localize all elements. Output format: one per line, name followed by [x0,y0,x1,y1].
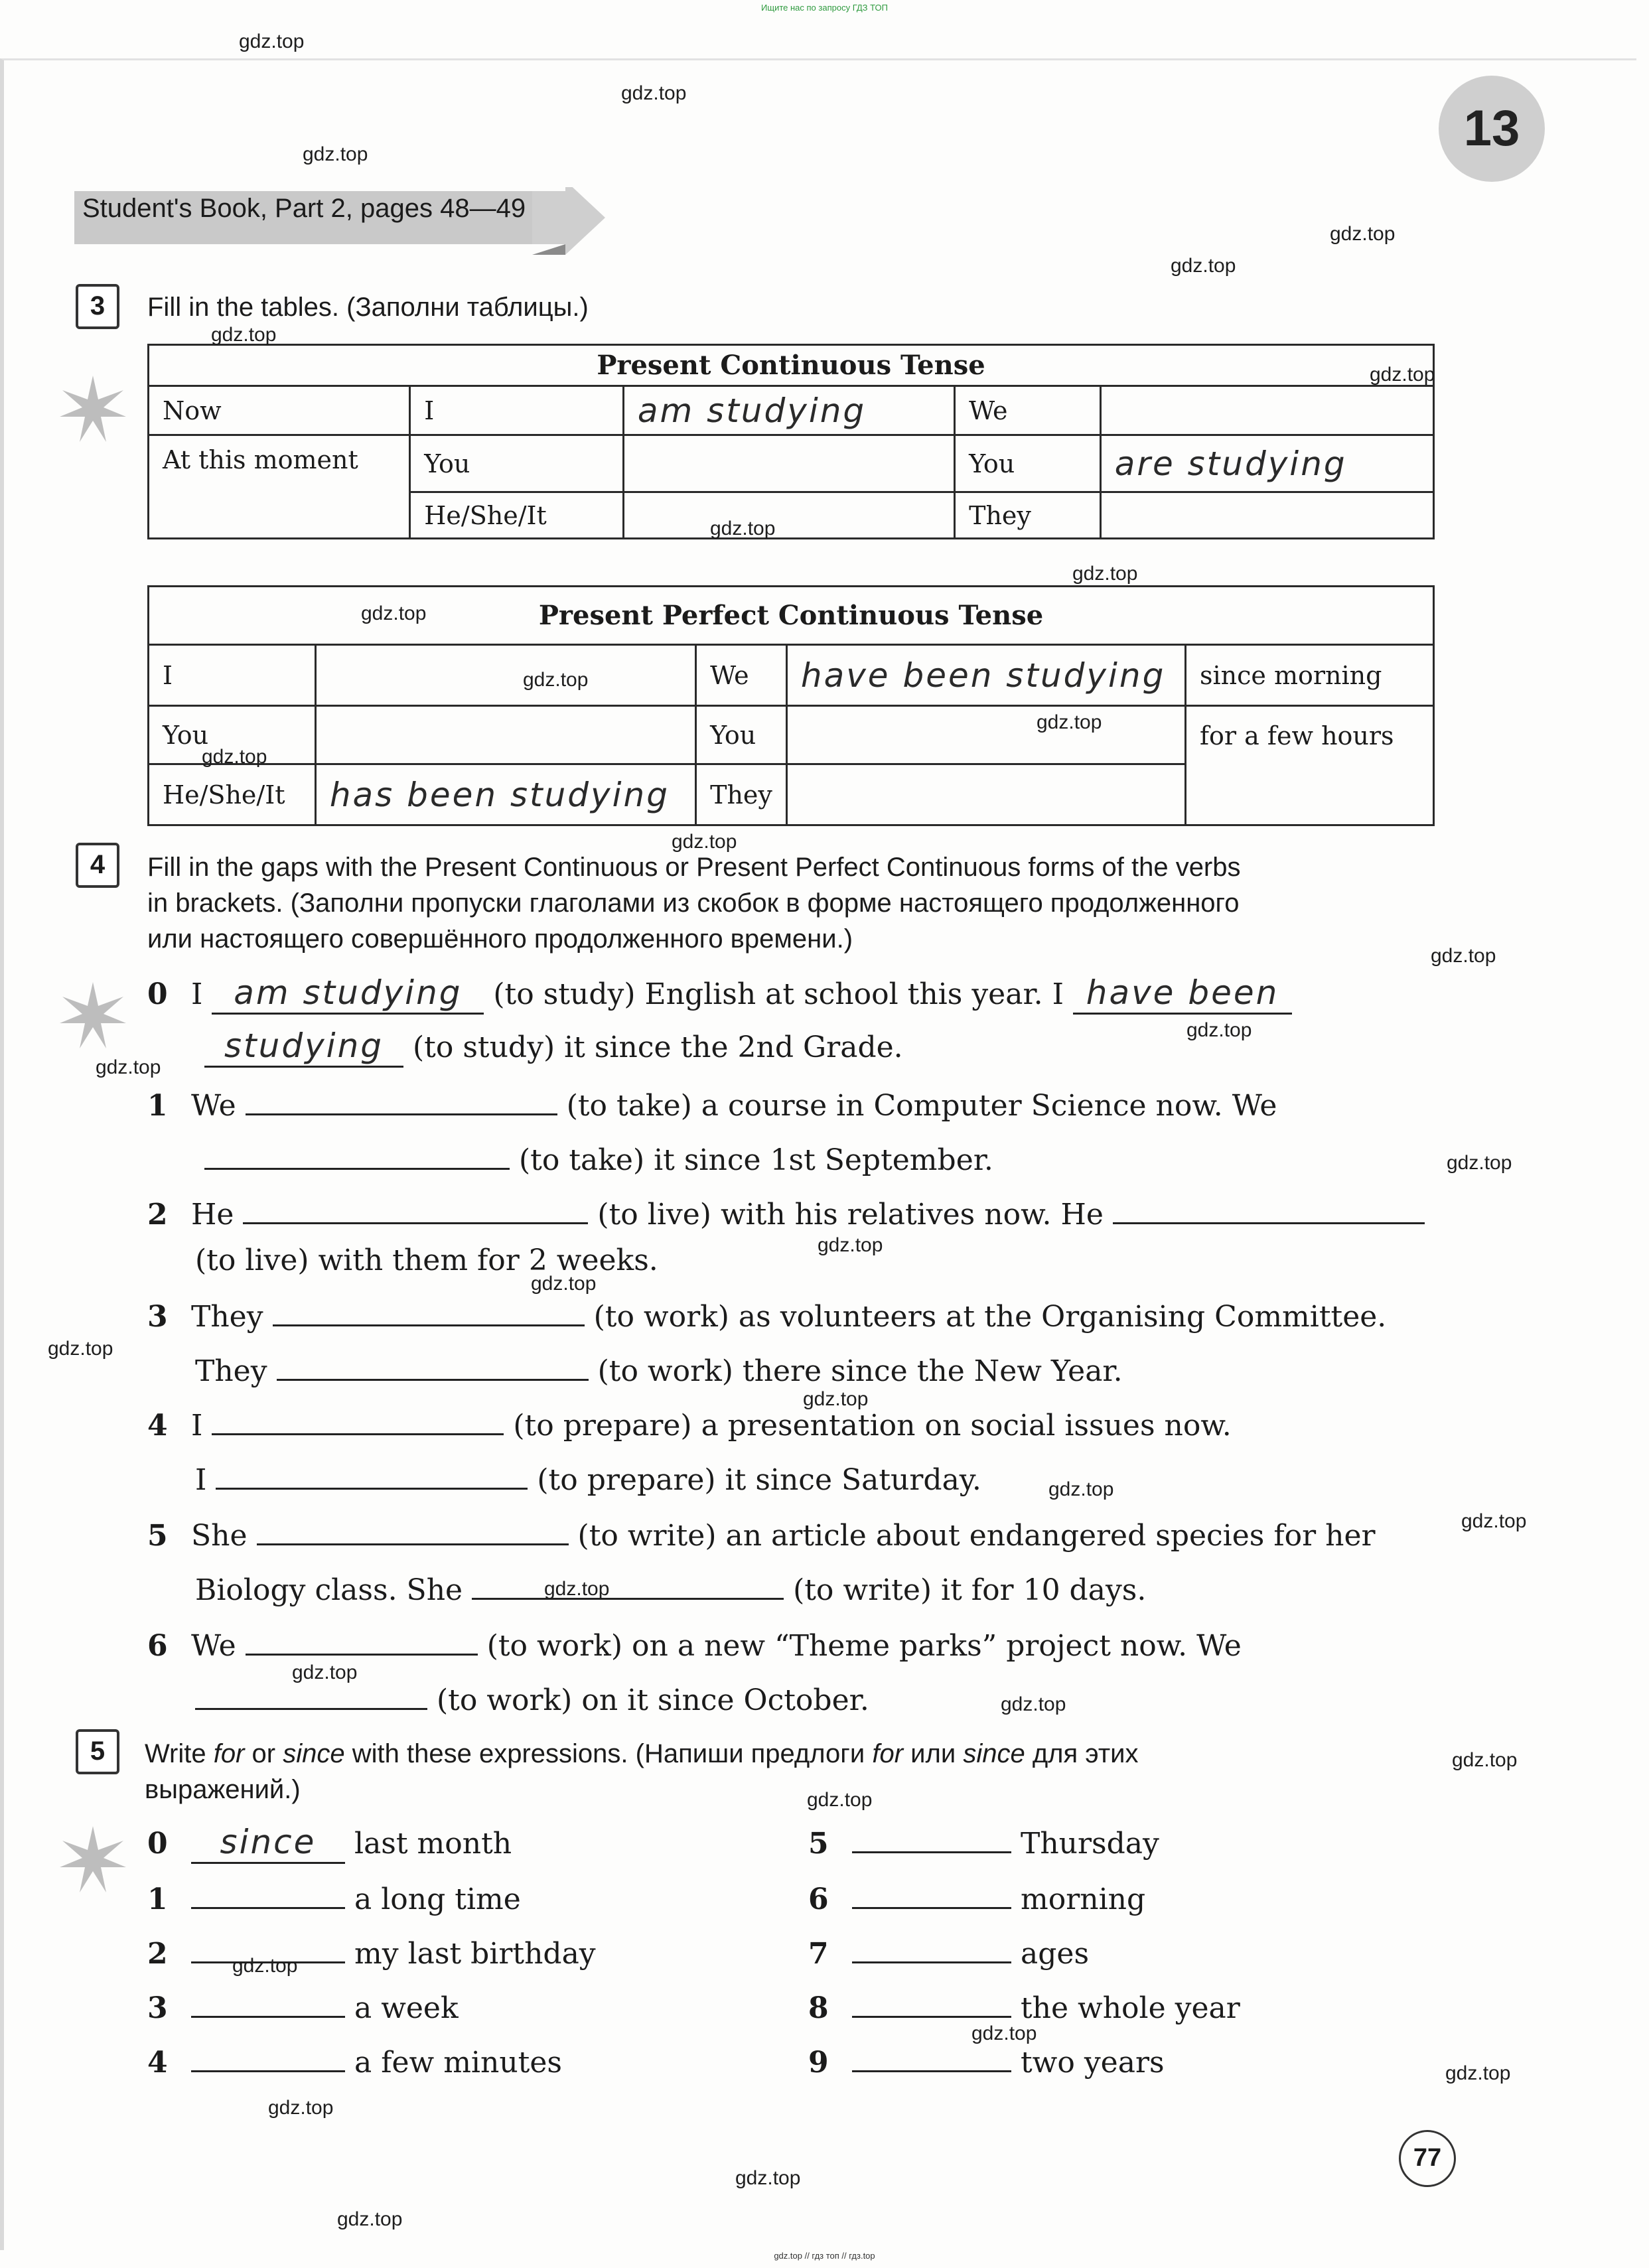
item-text: ages [1021,1937,1090,1971]
answer-blank[interactable] [852,2041,1011,2072]
watermark: gdz.top [1330,223,1396,245]
item-text: the whole year [1021,1991,1240,2025]
exercise-4-instruction-line2: in brackets. (Заполни пропуски глаголами из скобок в форме настоящего продолженного [147,888,1240,918]
watermark: gdz.top [531,1273,597,1295]
table-title: Present Perfect Continuous Tense [149,587,1434,645]
item-text: They [195,1354,267,1388]
item-text: morning [1021,1882,1146,1916]
item-number: 0 [147,977,168,1011]
watermark: gdz.top [303,143,368,165]
watermark: gdz.top [268,2097,334,2119]
answer-blank[interactable] [472,1569,784,1600]
answer-blank[interactable] [204,1139,510,1170]
exercise-5-item-3 [147,1987,459,2028]
bottom-notice: gdz.top // гдз топ // гдз.top [774,2251,875,2261]
exercise-4-item-0-cont [204,1026,903,1068]
watermark: gdz.top [1461,1510,1527,1532]
watermark: gdz.top [971,2022,1037,2044]
answer-cell: has been studying [315,764,695,825]
watermark: gdz.top [803,1388,869,1410]
item-number: 9 [808,2046,829,2080]
pronoun-we: We [696,645,787,706]
pronoun-you-plural: You [955,435,1101,492]
item-number: 6 [147,1629,168,1663]
star-icon [60,1826,126,1892]
item-number: 3 [147,1991,168,2025]
exercise-5-item-0 [147,1822,512,1864]
star-icon [60,982,126,1048]
exercise-5-item-7 [808,1932,1089,1974]
pronoun-i: I [149,645,316,706]
item-text: Thursday [1021,1827,1159,1861]
star-icon [60,376,126,442]
watermark: gdz.top [1445,2062,1511,2084]
instruction-word-since: since [963,1739,1025,1768]
instruction-text: Write [145,1739,206,1768]
time-at-this-moment: At this moment [149,435,410,539]
exercise-4-item-6 [147,1624,1242,1666]
watermark: gdz.top [1186,1019,1252,1041]
answer-blank: have been [1073,973,1292,1015]
item-text: (to work) there since the New Year. [597,1354,1123,1388]
item-text: a long time [354,1882,521,1916]
watermark: gdz.top [672,831,737,853]
item-text: (to study) English at school this year. I [493,977,1064,1011]
watermark: gdz.top [710,518,776,539]
answer-cell [786,764,1185,825]
item-number: 1 [147,1882,168,1916]
watermark: gdz.top [818,1234,883,1256]
watermark: gdz.top [96,1056,161,1078]
exercise-4-number: 4 [76,843,119,888]
item-text: I [191,1409,203,1443]
answer-blank[interactable] [216,1458,528,1490]
instruction-word-for: for [872,1739,904,1768]
answer-cell: have been studying [786,645,1185,706]
answer-blank[interactable] [212,1404,504,1435]
time-since-morning: since morning [1185,645,1433,706]
pronoun-you-plural: You [696,706,787,764]
exercise-4-instruction-line1: Fill in the gaps with the Present Continuous or Present Perfect Continuous forms of the verbs [147,853,1241,882]
answer-blank[interactable] [277,1350,589,1381]
answer-blank[interactable] [246,1084,557,1115]
exercise-4-item-4 [147,1404,1232,1446]
item-text: (to prepare) a presentation on social issues now. [513,1409,1232,1443]
item-text: (to write) it for 10 days. [793,1573,1147,1607]
watermark: gdz.top [232,1955,298,1977]
instruction-word-since: since [283,1739,345,1768]
exercise-5-number: 5 [76,1729,119,1774]
exercise-5-item-1 [147,1878,521,1920]
answer-blank[interactable] [191,1878,345,1909]
watermark: gdz.top [523,669,589,691]
exercise-4-item-6-cont [195,1679,869,1721]
table-title: Present Continuous Tense [149,345,1434,386]
answer-blank: studying [204,1026,403,1068]
answer-blank[interactable] [1113,1193,1425,1224]
exercise-3-instruction: Fill in the tables. (Заполни таблицы.) [147,293,589,322]
answer-blank[interactable] [852,1878,1011,1909]
answer-cell [1100,492,1433,539]
item-text: last month [354,1827,512,1861]
exercise-3-number: 3 [76,284,119,329]
exercise-4-item-1 [147,1084,1277,1126]
page-badge: 13 [1439,76,1545,182]
watermark: gdz.top [1370,364,1435,386]
item-number: 1 [147,1089,168,1123]
pronoun-they: They [696,764,787,825]
top-notice: Ищите нас по запросу ГДЗ ТОП [761,3,888,13]
time-now: Now [149,386,410,435]
item-text: (to work) on it since October. [437,1683,869,1717]
item-text: I [195,1463,207,1497]
item-text: We [191,1629,236,1663]
item-number: 7 [808,1937,829,1971]
instruction-word-for: for [213,1739,245,1768]
answer-cell: am studying [623,386,954,435]
instruction-text: with these expressions. (Напиши предлоги [352,1739,865,1768]
item-text: They [191,1300,263,1334]
item-text: (to study) it since the 2nd Grade. [413,1030,903,1064]
watermark: gdz.top [1001,1693,1066,1715]
answer-blank[interactable] [257,1514,569,1545]
watermark: gdz.top [239,31,305,52]
watermark: gdz.top [735,2167,801,2189]
pronoun-you: You [410,435,624,492]
answer-cell [315,706,695,764]
answer-blank[interactable] [191,1987,345,2018]
answer-blank[interactable] [852,1822,1011,1853]
exercise-4-item-0 [147,973,1292,1015]
watermark: gdz.top [361,602,427,624]
watermark: gdz.top [1072,563,1138,585]
exercise-4-item-3 [147,1295,1386,1337]
exercise-5-instruction-line2: выражений.) [145,1775,301,1804]
exercise-4-instruction-line3: или настоящего совершённого продолженного времени.) [147,924,853,954]
item-text: (to prepare) it since Saturday. [537,1463,981,1497]
item-text: (to work) on a new “Theme parks” project now. We [486,1629,1242,1663]
exercise-4-item-5 [147,1514,1376,1556]
instruction-text: или [910,1739,956,1768]
item-text: (to live) with his relatives now. He [597,1198,1104,1232]
item-text: He [191,1198,234,1232]
pronoun-i: I [410,386,624,435]
item-text: two years [1021,2046,1165,2080]
answer-blank[interactable] [191,2041,345,2072]
watermark: gdz.top [807,1789,873,1811]
item-number: 5 [147,1519,168,1553]
item-number: 2 [147,1198,168,1232]
watermark: gdz.top [48,1338,113,1360]
item-number: 8 [808,1991,829,2025]
item-number: 3 [147,1300,168,1334]
answer-blank[interactable] [243,1193,588,1224]
watermark: gdz.top [1171,255,1236,277]
answer-blank[interactable] [246,1624,478,1656]
watermark: gdz.top [1447,1152,1512,1174]
exercise-4-item-2 [147,1193,1425,1235]
exercise-5-item-2 [147,1932,596,1974]
item-text: (to take) it since 1st September. [519,1143,993,1177]
instruction-text: or [251,1739,276,1768]
exercise-4-item-5-cont [195,1569,1146,1610]
item-text: (to take) a course in Computer Science now. We [566,1089,1277,1123]
item-text: (to write) an article about endangered species for her [577,1519,1376,1553]
item-text: (to live) with them for 2 weeks. [195,1243,658,1277]
exercise-4-item-4-cont [195,1458,981,1500]
watermark: gdz.top [1037,711,1102,733]
answer-blank: am studying [212,973,484,1015]
answer-cell: are studying [1100,435,1433,492]
watermark: gdz.top [544,1578,610,1600]
answer-cell [315,645,695,706]
page-number: 77 [1399,2130,1456,2187]
watermark: gdz.top [292,1662,358,1683]
answer-blank[interactable] [852,1932,1011,1963]
present-continuous-table [147,344,1435,539]
answer-cell [1100,386,1433,435]
item-text: I [191,977,203,1011]
pronoun-he-she-it: He/She/It [410,492,624,539]
present-perfect-continuous-table [147,585,1435,826]
instruction-text: для этих [1032,1739,1139,1768]
item-text: a few minutes [354,2046,562,2080]
exercise-5-item-6 [808,1878,1145,1920]
watermark: gdz.top [337,2208,403,2230]
item-number: 0 [147,1827,168,1861]
exercise-4-item-3-cont [195,1350,1123,1391]
pronoun-we: We [955,386,1101,435]
watermark: gdz.top [1048,1478,1114,1500]
item-number: 4 [147,2046,168,2080]
item-text: She [191,1519,248,1553]
exercise-5-item-9 [808,2041,1165,2083]
watermark: gdz.top [621,82,687,104]
watermark: gdz.top [202,746,267,768]
pronoun-they: They [955,492,1101,539]
answer-cell [623,492,954,539]
item-text: (to work) as volunteers at the Organising Committee. [593,1300,1387,1334]
exercise-4-item-1-cont [204,1139,993,1180]
watermark: gdz.top [1452,1749,1518,1771]
item-text: We [191,1089,236,1123]
answer-blank[interactable] [852,1987,1011,2018]
item-text: Biology class. She [195,1573,463,1607]
answer-cell [786,706,1185,764]
watermark: gdz.top [1431,945,1496,967]
pronoun-he-she-it: He/She/It [149,764,316,825]
item-number: 4 [147,1409,168,1443]
answer-blank[interactable] [273,1295,585,1326]
answer-cell [623,435,954,492]
item-text: a week [354,1991,459,2025]
item-number: 5 [808,1827,829,1861]
answer-blank: since [191,1822,345,1864]
section-banner: Student's Book, Part 2, pages 48—49 [82,194,526,223]
exercise-5-item-4 [147,2041,562,2083]
exercise-5-instruction-line1 [145,1736,1139,1772]
watermark: gdz.top [211,324,277,346]
pronoun-you: You [149,706,316,764]
time-for-a-few-hours: for a few hours [1185,706,1433,825]
exercise-5-item-5 [808,1822,1159,1864]
item-text: my last birthday [354,1937,596,1971]
item-number: 2 [147,1937,168,1971]
item-number: 6 [808,1882,829,1916]
